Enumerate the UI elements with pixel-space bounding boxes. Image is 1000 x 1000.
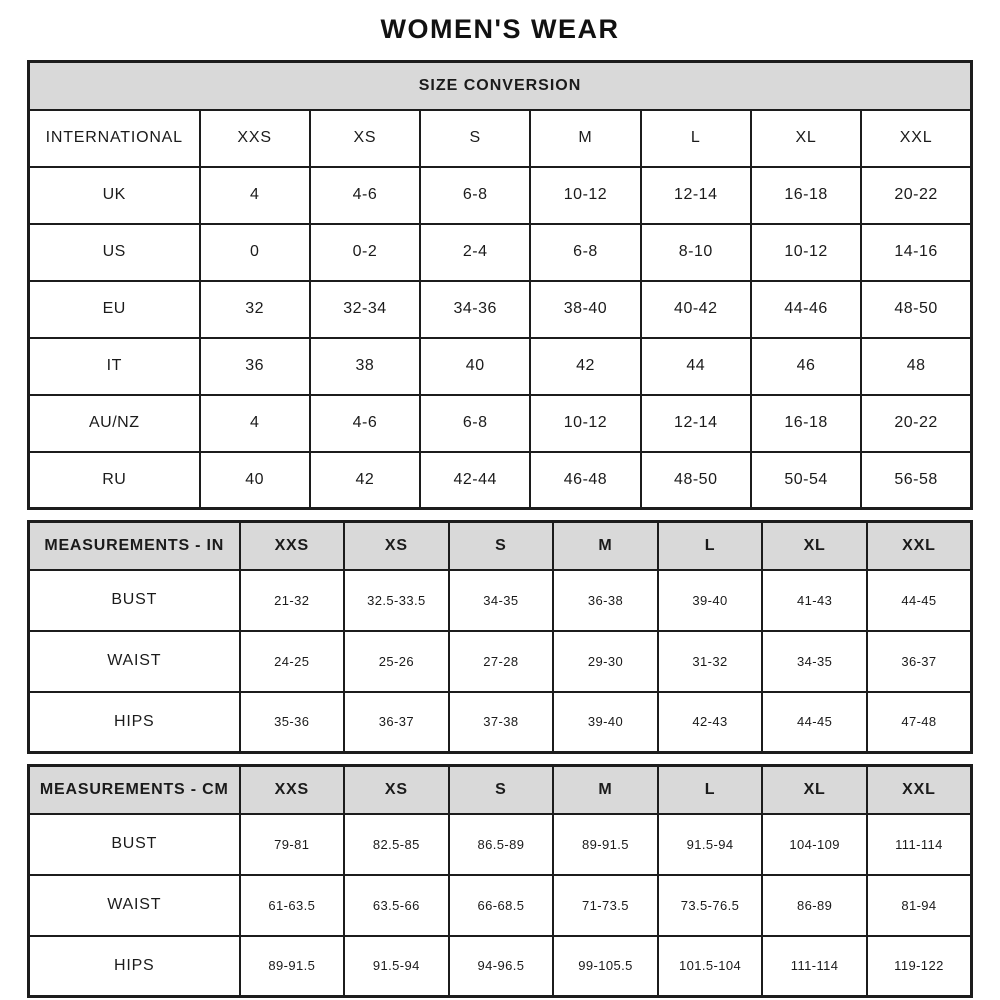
table-cell: 10-12 bbox=[530, 395, 640, 452]
table-cell: 31-32 bbox=[658, 631, 763, 692]
table-cell: 61-63.5 bbox=[240, 875, 345, 936]
size-column-header: XXS bbox=[200, 110, 310, 167]
size-column-header: XXL bbox=[867, 766, 972, 814]
table-cell: 91.5-94 bbox=[344, 936, 449, 997]
table-row bbox=[29, 452, 972, 509]
row-label: US bbox=[29, 224, 200, 281]
table-label-header: INTERNATIONAL bbox=[29, 110, 200, 167]
size-column-header: S bbox=[449, 522, 554, 570]
table-cell: 91.5-94 bbox=[658, 814, 763, 875]
table-cell: 38-40 bbox=[530, 281, 640, 338]
table-cell: 32 bbox=[200, 281, 310, 338]
table-header-row bbox=[29, 110, 972, 167]
table-cell: 8-10 bbox=[641, 224, 751, 281]
row-label: WAIST bbox=[29, 631, 240, 692]
table-cell: 21-32 bbox=[240, 570, 345, 631]
table-cell: 34-35 bbox=[762, 631, 867, 692]
size-column-header: L bbox=[658, 766, 763, 814]
table-cell: 48 bbox=[861, 338, 971, 395]
table-banner-row bbox=[29, 62, 972, 110]
table-cell: 0 bbox=[200, 224, 310, 281]
table-cell: 111-114 bbox=[867, 814, 972, 875]
table-cell: 89-91.5 bbox=[553, 814, 658, 875]
table-cell: 10-12 bbox=[751, 224, 861, 281]
table-cell: 32-34 bbox=[310, 281, 420, 338]
table-cell: 82.5-85 bbox=[344, 814, 449, 875]
table-cell: 20-22 bbox=[861, 395, 971, 452]
table-cell: 42 bbox=[310, 452, 420, 509]
row-label: IT bbox=[29, 338, 200, 395]
table-cell: 4-6 bbox=[310, 395, 420, 452]
table-cell: 39-40 bbox=[553, 692, 658, 753]
table-cell: 27-28 bbox=[449, 631, 554, 692]
table-cell: 38 bbox=[310, 338, 420, 395]
table-cell: 40 bbox=[200, 452, 310, 509]
table-row bbox=[29, 281, 972, 338]
table-cell: 25-26 bbox=[344, 631, 449, 692]
table-cell: 99-105.5 bbox=[553, 936, 658, 997]
size-column-header: XL bbox=[751, 110, 861, 167]
table-cell: 48-50 bbox=[861, 281, 971, 338]
table-cell: 63.5-66 bbox=[344, 875, 449, 936]
table-cell: 101.5-104 bbox=[658, 936, 763, 997]
row-label: EU bbox=[29, 281, 200, 338]
table-cell: 4 bbox=[200, 167, 310, 224]
size-column-header: XS bbox=[310, 110, 420, 167]
table-row bbox=[29, 167, 972, 224]
table-cell: 89-91.5 bbox=[240, 936, 345, 997]
size-column-header: M bbox=[530, 110, 640, 167]
table-cell: 6-8 bbox=[420, 167, 530, 224]
table-cell: 44-45 bbox=[867, 570, 972, 631]
table-cell: 36-37 bbox=[867, 631, 972, 692]
table-cell: 6-8 bbox=[530, 224, 640, 281]
table-row bbox=[29, 338, 972, 395]
size-column-header: XXL bbox=[867, 522, 972, 570]
table-cell: 48-50 bbox=[641, 452, 751, 509]
row-label: WAIST bbox=[29, 875, 240, 936]
table-cell: 37-38 bbox=[449, 692, 554, 753]
table-cell: 35-36 bbox=[240, 692, 345, 753]
table-row bbox=[29, 631, 972, 692]
table-cell: 42-44 bbox=[420, 452, 530, 509]
table-cell: 46-48 bbox=[530, 452, 640, 509]
table-header-row bbox=[29, 766, 972, 814]
table-cell: 41-43 bbox=[762, 570, 867, 631]
table-label-header: MEASUREMENTS - IN bbox=[29, 522, 240, 570]
size-column-header: XS bbox=[344, 522, 449, 570]
size-column-header: M bbox=[553, 766, 658, 814]
table-cell: 32.5-33.5 bbox=[344, 570, 449, 631]
table-cell: 71-73.5 bbox=[553, 875, 658, 936]
row-label: BUST bbox=[29, 814, 240, 875]
table-cell: 0-2 bbox=[310, 224, 420, 281]
table-label-header: MEASUREMENTS - CM bbox=[29, 766, 240, 814]
row-label: HIPS bbox=[29, 692, 240, 753]
size-conversion-table bbox=[27, 60, 973, 510]
table-cell: 86.5-89 bbox=[449, 814, 554, 875]
table-cell: 4-6 bbox=[310, 167, 420, 224]
table-cell: 119-122 bbox=[867, 936, 972, 997]
table-cell: 34-36 bbox=[420, 281, 530, 338]
table-cell: 16-18 bbox=[751, 395, 861, 452]
table-cell: 104-109 bbox=[762, 814, 867, 875]
table-cell: 40 bbox=[420, 338, 530, 395]
table-cell: 2-4 bbox=[420, 224, 530, 281]
size-column-header: S bbox=[420, 110, 530, 167]
table-cell: 42 bbox=[530, 338, 640, 395]
table-row bbox=[29, 570, 972, 631]
table-cell: 36 bbox=[200, 338, 310, 395]
table-cell: 111-114 bbox=[762, 936, 867, 997]
table-cell: 24-25 bbox=[240, 631, 345, 692]
table-cell: 44-45 bbox=[762, 692, 867, 753]
table-cell: 47-48 bbox=[867, 692, 972, 753]
table-cell: 73.5-76.5 bbox=[658, 875, 763, 936]
table-cell: 39-40 bbox=[658, 570, 763, 631]
table-cell: 34-35 bbox=[449, 570, 554, 631]
size-column-header: L bbox=[641, 110, 751, 167]
table-cell: 56-58 bbox=[861, 452, 971, 509]
table-banner: SIZE CONVERSION bbox=[29, 62, 972, 110]
table-row bbox=[29, 395, 972, 452]
table-cell: 29-30 bbox=[553, 631, 658, 692]
table-cell: 42-43 bbox=[658, 692, 763, 753]
table-row bbox=[29, 936, 972, 997]
size-column-header: XXL bbox=[861, 110, 971, 167]
row-label: AU/NZ bbox=[29, 395, 200, 452]
table-cell: 12-14 bbox=[641, 167, 751, 224]
table-row bbox=[29, 224, 972, 281]
table-cell: 44-46 bbox=[751, 281, 861, 338]
table-cell: 50-54 bbox=[751, 452, 861, 509]
table-cell: 79-81 bbox=[240, 814, 345, 875]
table-header-row bbox=[29, 522, 972, 570]
table-row bbox=[29, 692, 972, 753]
size-column-header: XL bbox=[762, 522, 867, 570]
table-cell: 12-14 bbox=[641, 395, 751, 452]
table-cell: 4 bbox=[200, 395, 310, 452]
size-column-header: XXS bbox=[240, 522, 345, 570]
size-column-header: S bbox=[449, 766, 554, 814]
table-cell: 36-37 bbox=[344, 692, 449, 753]
size-column-header: M bbox=[553, 522, 658, 570]
table-cell: 66-68.5 bbox=[449, 875, 554, 936]
table-cell: 44 bbox=[641, 338, 751, 395]
table-cell: 10-12 bbox=[530, 167, 640, 224]
table-cell: 46 bbox=[751, 338, 861, 395]
size-column-header: L bbox=[658, 522, 763, 570]
table-cell: 20-22 bbox=[861, 167, 971, 224]
table-cell: 36-38 bbox=[553, 570, 658, 631]
row-label: UK bbox=[29, 167, 200, 224]
table-cell: 86-89 bbox=[762, 875, 867, 936]
table-cell: 81-94 bbox=[867, 875, 972, 936]
table-cell: 14-16 bbox=[861, 224, 971, 281]
row-label: HIPS bbox=[29, 936, 240, 997]
size-column-header: XXS bbox=[240, 766, 345, 814]
size-column-header: XS bbox=[344, 766, 449, 814]
size-column-header: XL bbox=[762, 766, 867, 814]
table-row bbox=[29, 814, 972, 875]
page-title: WOMEN'S WEAR bbox=[380, 14, 620, 44]
row-label: BUST bbox=[29, 570, 240, 631]
measurements-cm-table bbox=[27, 764, 973, 998]
table-cell: 6-8 bbox=[420, 395, 530, 452]
table-cell: 16-18 bbox=[751, 167, 861, 224]
measurements-in-table bbox=[27, 520, 973, 754]
table-cell: 94-96.5 bbox=[449, 936, 554, 997]
table-row bbox=[29, 875, 972, 936]
table-cell: 40-42 bbox=[641, 281, 751, 338]
row-label: RU bbox=[29, 452, 200, 509]
